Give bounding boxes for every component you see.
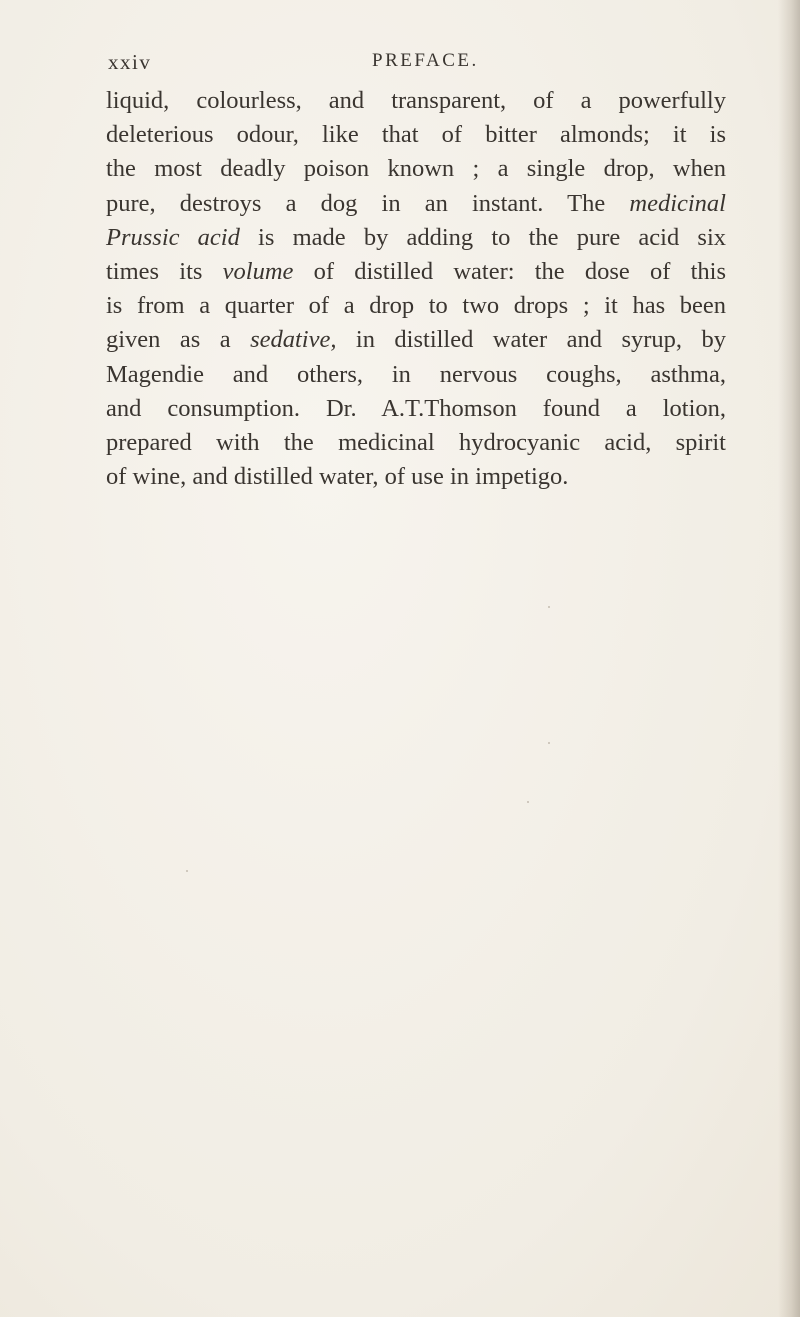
text-line: given as a sedative, in distilled water and syrup, by — [106, 326, 726, 354]
text-line: prepared with the medicinal hydrocyanic acid, spirit — [106, 429, 726, 457]
text-line: pure, destroys a dog in an instant. The medicinal — [106, 189, 726, 217]
body-paragraph — [106, 84, 726, 494]
paper-speck — [548, 606, 550, 608]
text-line: is from a quarter of a drop to two drops ; it has been — [106, 292, 726, 320]
text-line: deleterious odour, like that of bitter almonds; it is — [106, 121, 726, 149]
text-line: the most deadly poison known ; a single drop, when — [106, 155, 726, 183]
text-line: of wine, and distilled water, of use in impetigo. — [106, 463, 569, 491]
text-line: Prussic acid is made by adding to the pure acid six — [106, 223, 727, 251]
paper-speck — [548, 742, 550, 744]
text-line: liquid, colourless, and transparent, of a powerfully — [106, 87, 726, 114]
page-number: xxiv — [108, 50, 152, 74]
page-edge-shadow — [778, 0, 800, 1317]
running-head: PREFACE. — [372, 50, 479, 71]
text-line: Magendie and others, in nervous coughs, asthma, — [106, 360, 726, 388]
page-header — [108, 50, 698, 80]
text-line: times its volume of distilled water: the dose of this — [106, 258, 727, 286]
paper-speck — [527, 801, 529, 803]
paper-speck — [186, 870, 188, 872]
text-line: and consumption. Dr. A.T.Thomson found a lotion, — [106, 394, 726, 422]
